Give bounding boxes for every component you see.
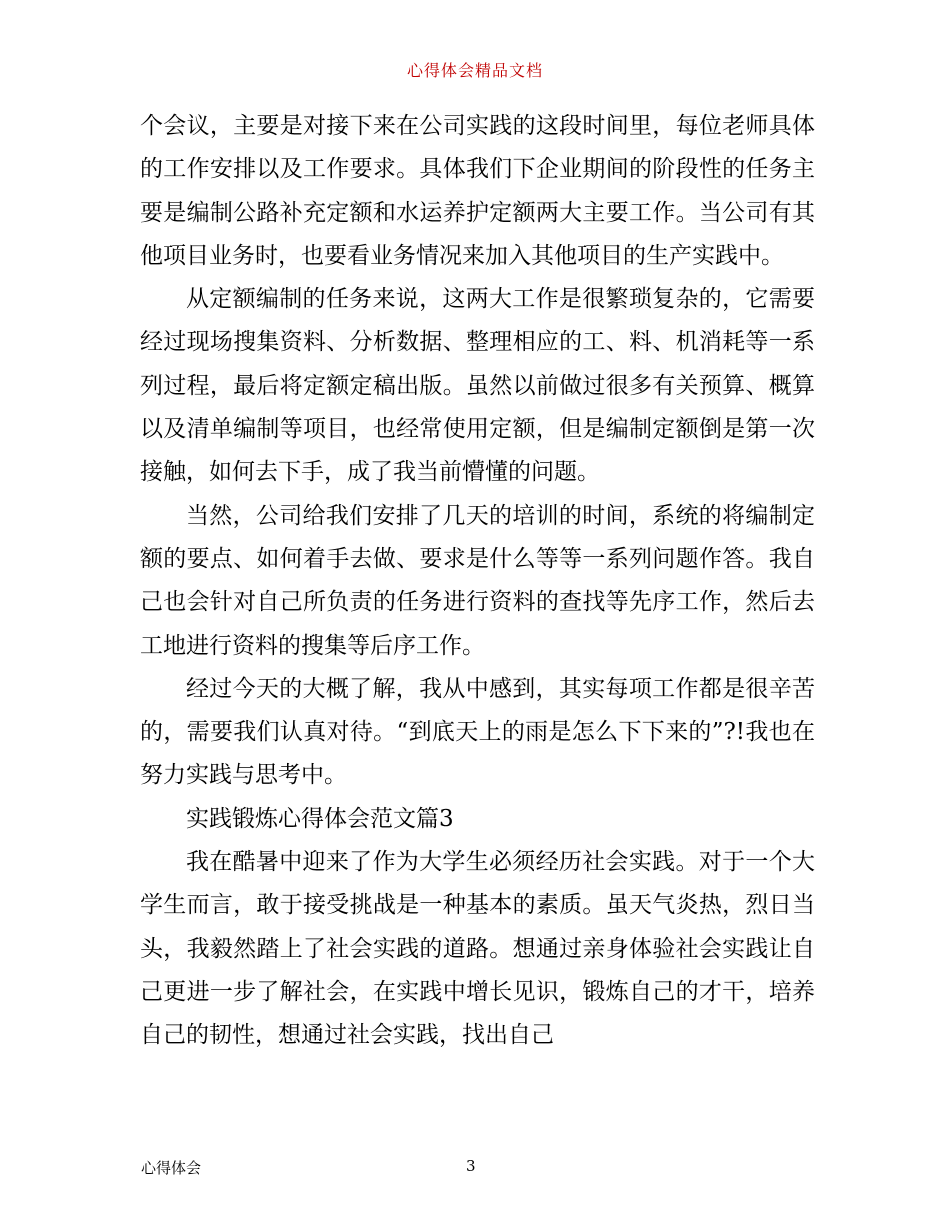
page-header-title: 心得体会精品文档 <box>406 61 543 80</box>
footer-label: 心得体会 <box>141 1159 202 1177</box>
paragraph-4: 经过今天的大概了解，我从中感到，其实每项工作都是很辛苦的，需要我们认真对待。“到底天上的雨是怎么下下来的”?!我也在努力实践与思考中。 <box>140 675 815 789</box>
paragraph-5: 我在酷暑中迎来了作为大学生必须经历社会实践。对于一个大学生而言，敢于接受挑战是一种基本的素质。虽天气炎热，烈日当头，我毅然踏上了社会实践的道路。想通过亲身体验社会实践让自己更进一步了解社会，在实践中增长见识，锻炼自己的才干，培养自己的韧性，想通过社会实践，找出自己 <box>140 849 815 1049</box>
paragraph-2: 从定额编制的任务来说，这两大工作是很繁琐复杂的，它需要经过现场搜集资料、分析数据、整理相应的工、料、机消耗等一系列过程，最后将定额定稿出版。虽然以前做过很多有关预算、概算以及清单编制等项目，也经常使用定额，但是编制定额倒是第一次接触，如何去下手，成了我当前懵懂的问题。 <box>140 286 815 486</box>
page-number: 3 <box>466 1157 476 1175</box>
paragraph-3: 当然，公司给我们安排了几天的培训的时间，系统的将编制定额的要点、如何着手去做、要求是什么等等一系列问题作答。我自己也会针对自己所负责的任务进行资料的查找等先序工作，然后去工地进行资料的搜集等后序工作。 <box>140 502 815 659</box>
document-body <box>140 105 815 1058</box>
paragraph-1: 个会议，主要是对接下来在公司实践的这段时间里，每位老师具体的工作安排以及工作要求。具体我们下企业期间的阶段性的任务主要是编制公路补充定额和水运养护定额两大主要工作。当公司有其他项目业务时，也要看业务情况来加入其他项目的生产实践中。 <box>140 113 815 269</box>
section-heading: 实践锻炼心得体会范文篇3 <box>186 805 454 832</box>
